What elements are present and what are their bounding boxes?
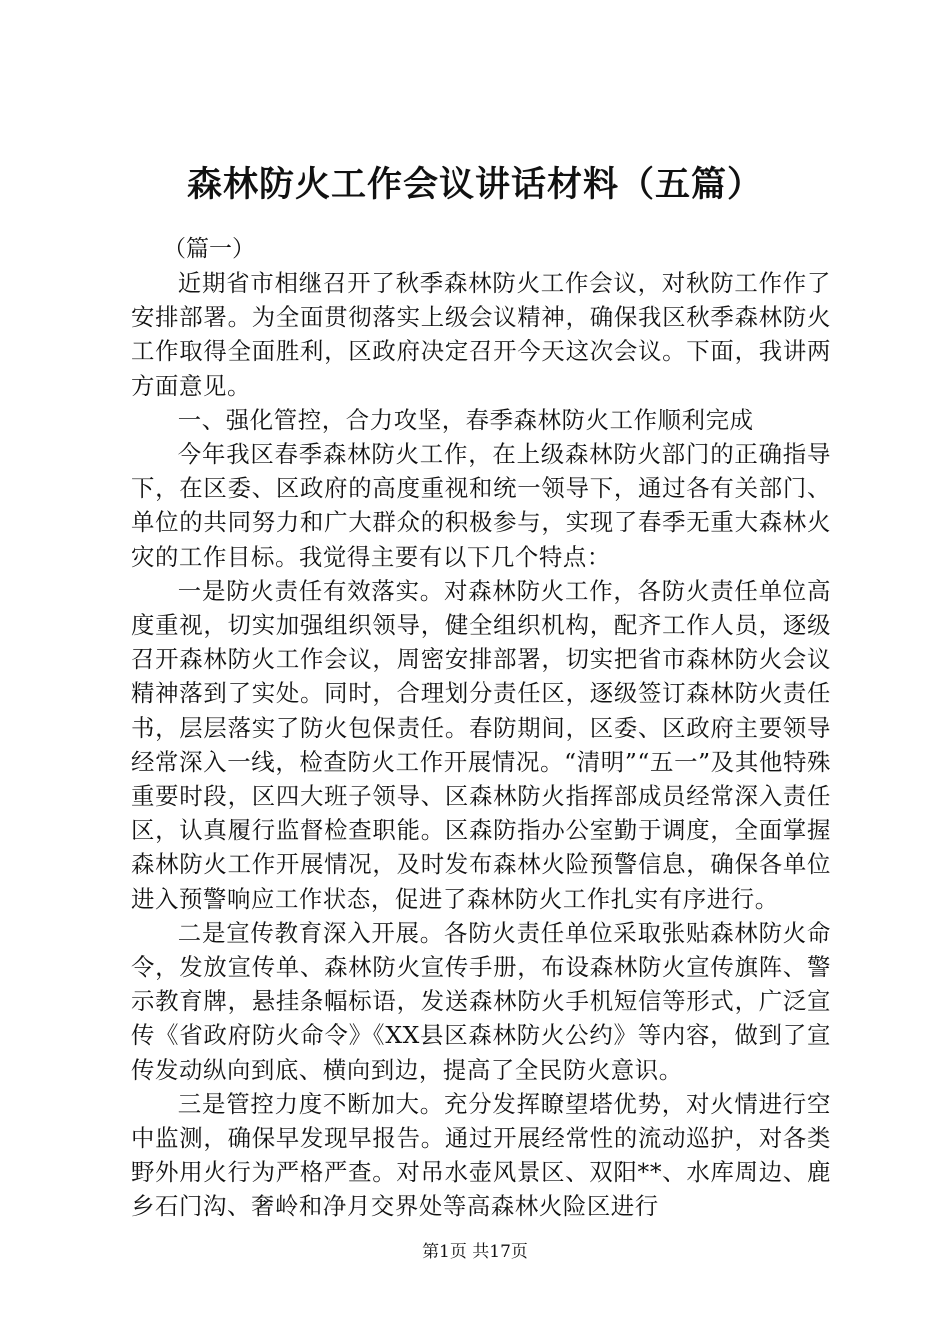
paragraph-point-3: 三是管控力度不断加大。充分发挥瞭望塔优势，对火情进行空中监测，确保早发现早报告。通过开展经常性的流动巡护，对各类野外用火行为严格严查。对吊水壶风景区、双阳**、水库周边、鹿乡石门沟、奢岭和净月交界处等高森林火险区进行 bbox=[131, 1089, 831, 1221]
document-body bbox=[131, 232, 831, 1224]
section-label: （篇一） bbox=[163, 236, 255, 262]
document-title: 森林防火工作会议讲话材料（五篇） bbox=[186, 164, 763, 205]
paragraph-point-2: 二是宣传教育深入开展。各防火责任单位采取张贴森林防火命令，发放宣传单、森林防火宣传手册，布设森林防火宣传旗阵、警示教育牌，悬挂条幅标语，发送森林防火手机短信等形式，广泛宣传《省政府防火命令》《XX县区森林防火公约》等内容，做到了宣传发动纵向到底、横向到边，提高了全民防火意识。 bbox=[131, 918, 831, 1084]
paragraph-overview: 今年我区春季森林防火工作，在上级森林防火部门的正确指导下，在区委、区政府的高度重视和统一领导下，通过各有关部门、单位的共同努力和广大群众的积极参与，实现了春季无重大森林火灾的工作目标。我觉得主要有以下几个特点： bbox=[131, 440, 831, 571]
paragraph-heading-1: 一、强化管控，合力攻坚，春季森林防火工作顺利完成 bbox=[177, 405, 754, 434]
paragraph-point-1: 一是防火责任有效落实。对森林防火工作，各防火责任单位高度重视，切实加强组织领导，健全组织机构，配齐工作人员，逐级召开森林防火工作会议，周密安排部署，切实把省市森林防火会议精神落到了实处。同时，合理划分责任区，逐级签订森林防火责任书，层层落实了防火包保责任。春防期间，区委、区政府主要领导经常深入一线，检查防火工作开展情况。“清明”“五一”及其他特殊重要时段，区四大班子领导、区森林防火指挥部成员经常深入责任区，认真履行监督检查职能。区森防指办公室勤于调度，全面掌握森林防火工作开展情况，及时发布森林火险预警信息，确保各单位进入预警响应工作状态，促进了森林防火工作扎实有序进行。 bbox=[131, 576, 831, 913]
paragraph-intro: 近期省市相继召开了秋季森林防火工作会议，对秋防工作作了安排部署。为全面贯彻落实上级会议精神，确保我区秋季森林防火工作取得全面胜利，区政府决定召开今天这次会议。下面，我讲两方面意见。 bbox=[131, 269, 831, 400]
page-footer: 第1页 共17页 bbox=[422, 1242, 528, 1262]
